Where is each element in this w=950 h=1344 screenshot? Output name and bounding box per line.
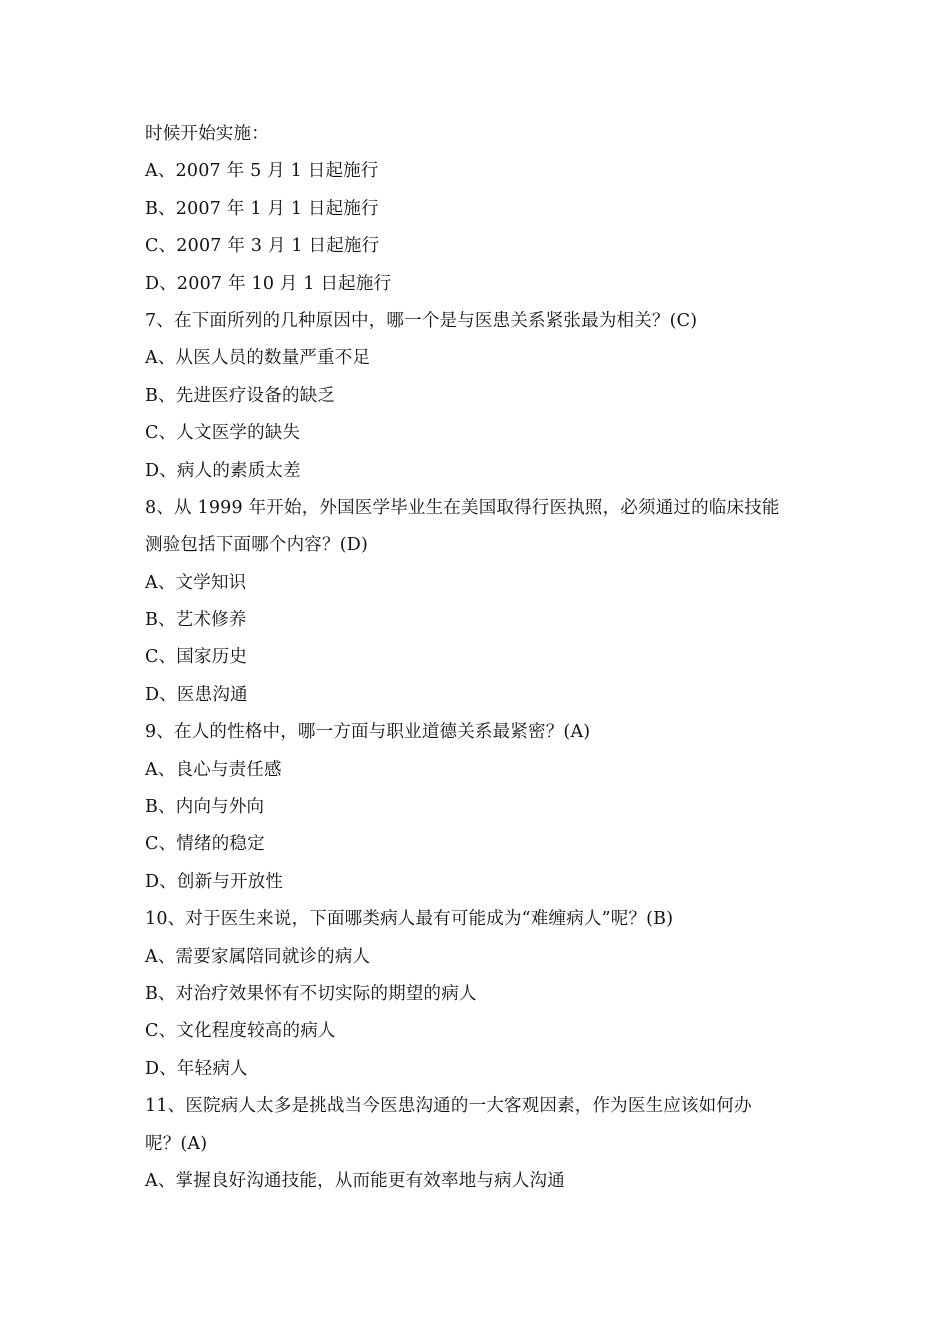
q10-option-c: C、文化程度较高的病人 xyxy=(145,1021,336,1042)
question-7: 7、在下面所列的几种原因中，哪一个是与医患关系紧张最为相关？(C) xyxy=(145,310,698,331)
q10-option-a: A、需要家属陪同就诊的病人 xyxy=(145,946,371,967)
q7-option-a: A、从医人员的数量严重不足 xyxy=(145,348,371,369)
q6-option-a: A、2007 年 5 月 1 日起施行 xyxy=(145,161,379,182)
q10-option-d: D、年轻病人 xyxy=(145,1058,248,1079)
q8-option-a: A、文学知识 xyxy=(145,572,247,593)
document-body xyxy=(145,116,825,1200)
question-8-line-1: 8、从 1999 年开始，外国医学毕业生在美国取得行医执照，必须通过的临床技能 xyxy=(145,497,780,518)
question-9: 9、在人的性格中，哪一方面与职业道德关系最紧密？(A) xyxy=(145,722,591,743)
question-8-line-2: 测验包括下面哪个内容？(D) xyxy=(145,535,368,556)
q9-option-d: D、创新与开放性 xyxy=(145,871,284,892)
q6-option-b: B、2007 年 1 月 1 日起施行 xyxy=(145,198,379,219)
question-6-continuation: 时候开始实施： xyxy=(145,124,269,144)
q7-option-c: C、人文医学的缺失 xyxy=(145,423,301,444)
q11-option-a: A、掌握良好沟通技能，从而能更有效率地与病人沟通 xyxy=(145,1170,565,1191)
q8-option-c: C、国家历史 xyxy=(145,647,248,668)
q7-option-d: D、病人的素质太差 xyxy=(145,460,301,481)
q7-option-b: B、先进医疗设备的缺乏 xyxy=(145,385,336,406)
q9-option-a: A、良心与责任感 xyxy=(145,759,282,780)
question-10: 10、对于医生来说，下面哪类病人最有可能成为“难缠病人”呢？(B) xyxy=(145,909,674,930)
q8-option-b: B、艺术修养 xyxy=(145,610,247,631)
q9-option-c: C、情绪的稳定 xyxy=(145,834,265,855)
q8-option-d: D、医患沟通 xyxy=(145,684,248,705)
q10-option-b: B、对治疗效果怀有不切实际的期望的病人 xyxy=(145,983,477,1004)
question-11-line-2: 呢？(A) xyxy=(145,1133,208,1154)
q6-option-d: D、2007 年 10 月 1 日起施行 xyxy=(145,273,392,294)
question-11-line-1: 11、医院病人太多是挑战当今医患沟通的一大客观因素，作为医生应该如何办 xyxy=(145,1096,752,1117)
q6-option-c: C、2007 年 3 月 1 日起施行 xyxy=(145,236,380,257)
q9-option-b: B、内向与外向 xyxy=(145,797,265,818)
